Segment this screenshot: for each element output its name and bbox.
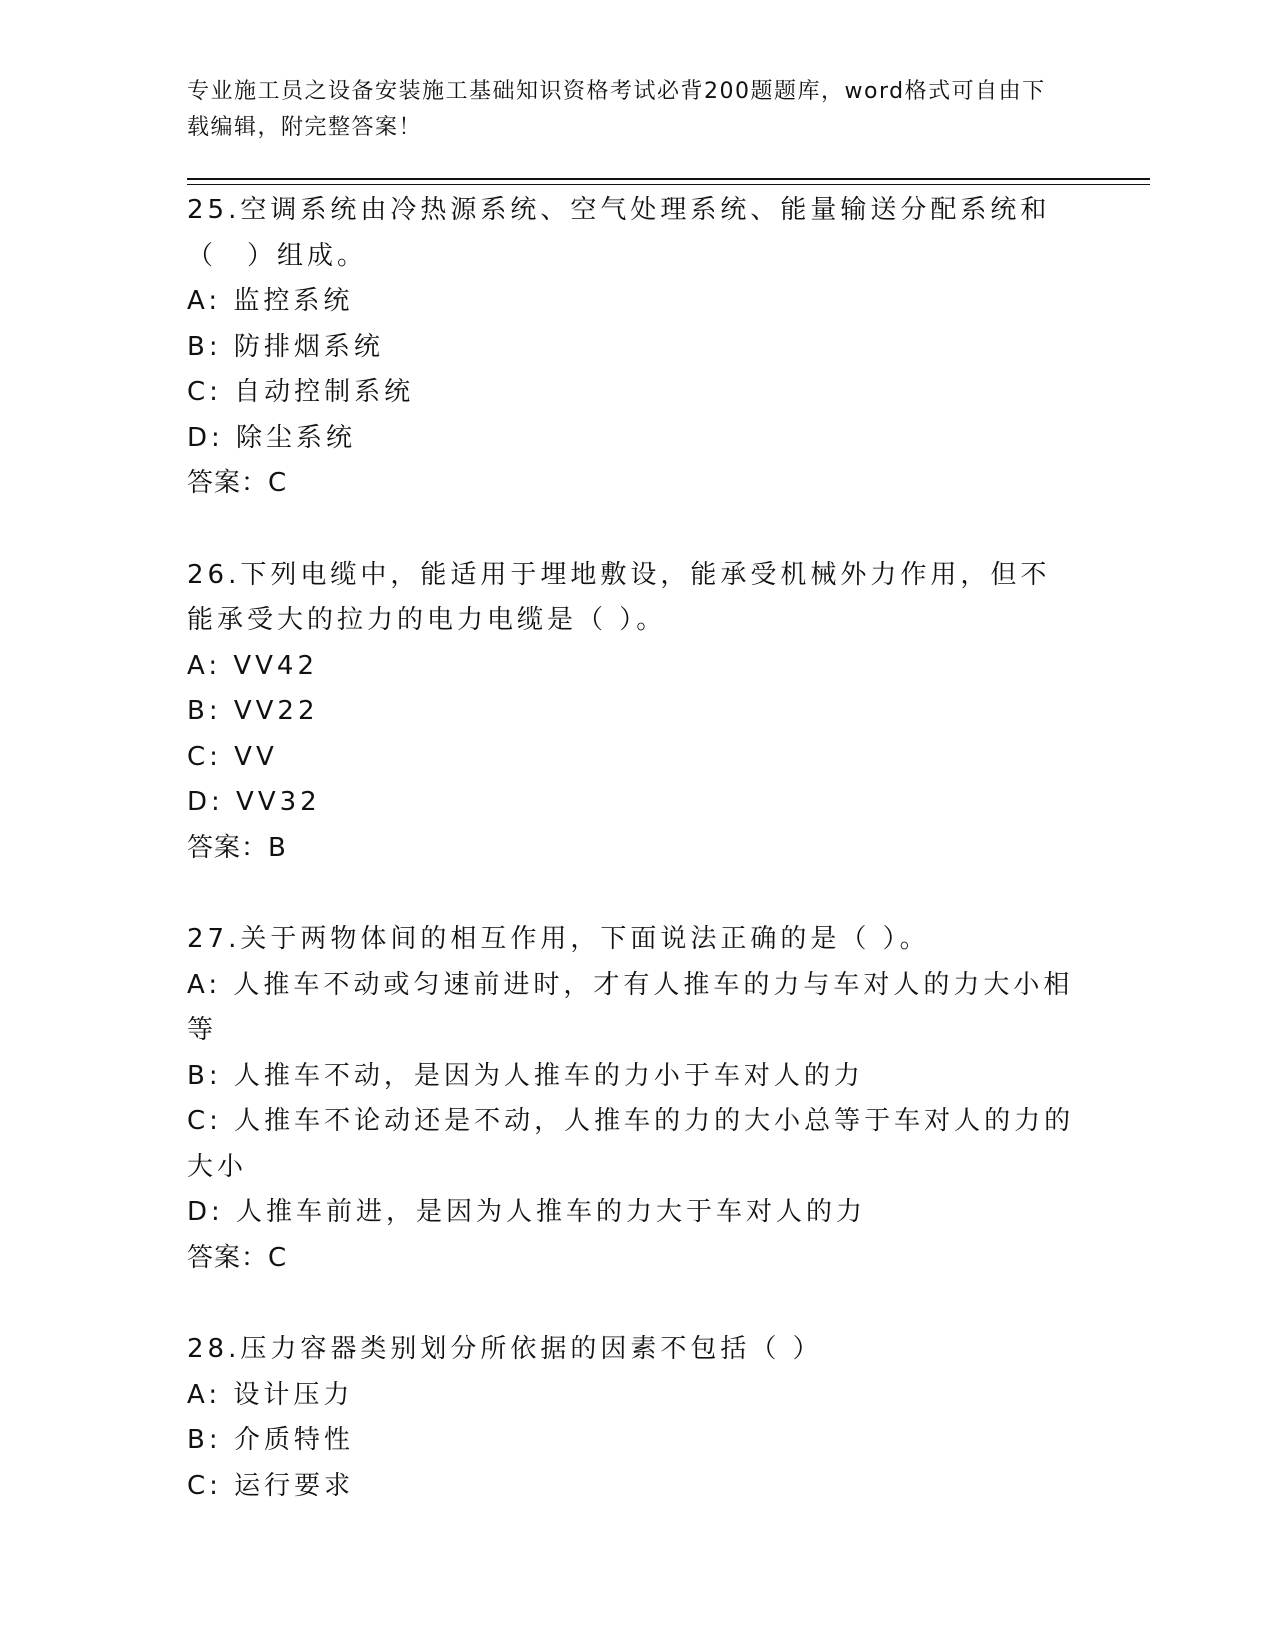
option-b: B: 介质特性 bbox=[187, 1425, 354, 1455]
answer-label: 答案： bbox=[187, 1242, 269, 1273]
answer-line bbox=[187, 461, 1087, 507]
question-list bbox=[187, 188, 1087, 1555]
option-a: A: 人推车不动或匀速前进时，才有人推车的力与车对人的力大小相等 bbox=[187, 969, 1074, 1045]
answer-value: B bbox=[268, 832, 286, 863]
answer-value: C bbox=[268, 1242, 287, 1273]
option-c: C: 运行要求 bbox=[187, 1470, 355, 1501]
option-d: D: VV32 bbox=[187, 787, 321, 817]
answer-value: C bbox=[268, 468, 287, 498]
option-c: C: 自动控制系统 bbox=[187, 377, 415, 407]
option-d: D: 除尘系统 bbox=[187, 422, 357, 453]
answer-label: 答案： bbox=[187, 468, 269, 498]
question-26 bbox=[187, 553, 1087, 872]
question-text: 28.压力容器类别划分所依据的因素不包括（ ） bbox=[187, 1334, 823, 1364]
question-text: 25.空调系统由冷热源系统、空气处理系统、能量输送分配系统和（ ）组成。 bbox=[187, 195, 1051, 271]
option-b: B: VV22 bbox=[187, 696, 319, 726]
option-a: A: VV42 bbox=[187, 650, 319, 681]
header-divider-thin bbox=[187, 184, 1150, 185]
answer-line bbox=[187, 826, 1087, 872]
question-text: 27.关于两物体间的相互作用，下面说法正确的是（ ）。 bbox=[187, 924, 930, 954]
option-d: D: 人推车前进，是因为人推车的力大于车对人的力 bbox=[187, 1197, 867, 1227]
header-divider-thick bbox=[187, 178, 1150, 180]
option-b: B: 防排烟系统 bbox=[187, 331, 384, 362]
question-27 bbox=[187, 917, 1087, 1281]
page-header: 专业施工员之设备安装施工基础知识资格考试必背200题题库，word格式可自由下载编辑，附完整答案！ bbox=[187, 79, 1046, 140]
question-text: 26.下列电缆中，能适用于埋地敷设，能承受机械外力作用，但不能承受大的拉力的电力电缆是（ ）。 bbox=[187, 559, 1051, 635]
answer-label: 答案： bbox=[187, 832, 269, 863]
option-a: A: 监控系统 bbox=[187, 286, 354, 316]
answer-line bbox=[187, 1236, 1087, 1282]
option-c: C: VV bbox=[187, 741, 278, 772]
option-c: C: 人推车不论动还是不动，人推车的力的大小总等于车对人的力的大小 bbox=[187, 1106, 1075, 1182]
question-25 bbox=[187, 188, 1087, 507]
option-a: A: 设计压力 bbox=[187, 1379, 354, 1410]
option-b: B: 人推车不动，是因为人推车的力小于车对人的力 bbox=[187, 1060, 864, 1091]
question-28 bbox=[187, 1327, 1087, 1509]
